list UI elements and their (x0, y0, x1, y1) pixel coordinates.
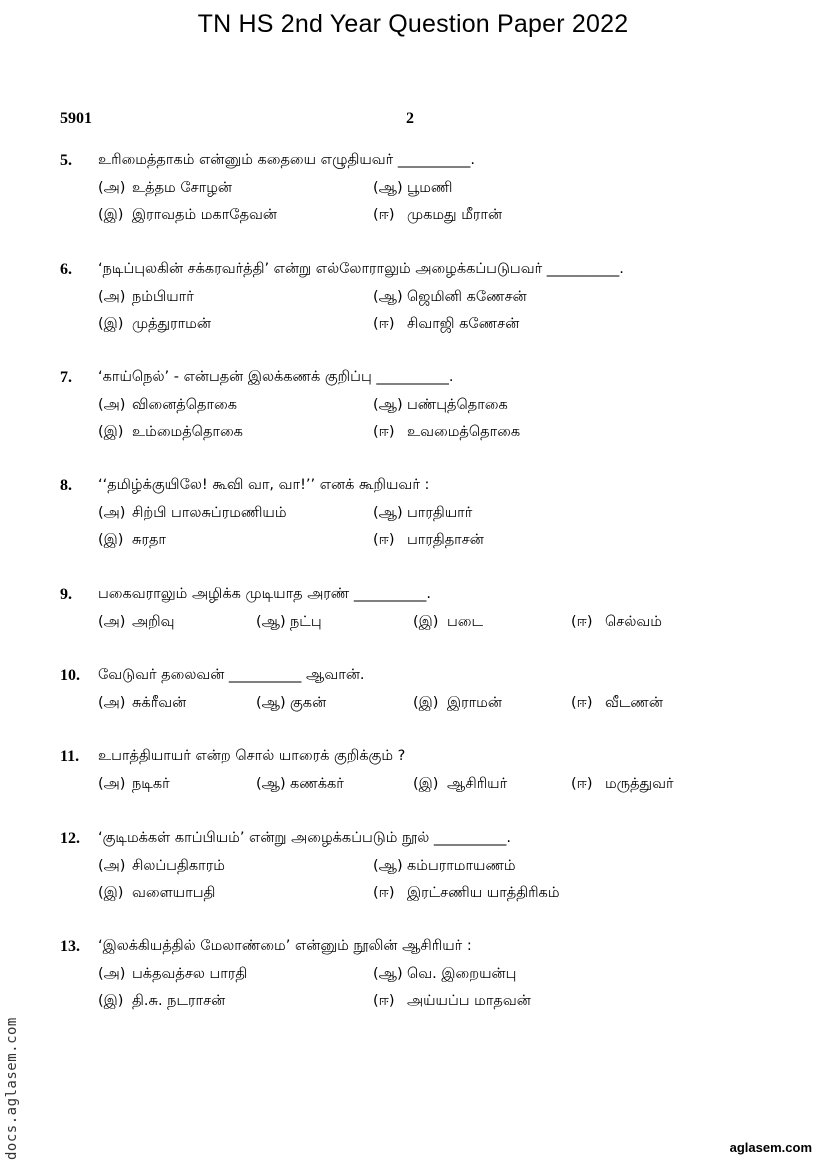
option-b: (ஆ) கம்பராமாயணம் (373, 858, 516, 874)
option-b: (ஆ) ஜெமினி கணேசன் (373, 289, 527, 305)
option-d: (ஈ) மருத்துவர் (571, 776, 674, 792)
option-c: (இ) இராமன் (413, 695, 502, 711)
option-d: (ஈ) அய்யப்ப மாதவன் (373, 993, 531, 1009)
question-text: ‘இலக்கியத்தில் மேலாண்மை’ என்னும் நூலின் ஆசிரியர் : (98, 938, 472, 954)
question-6 (60, 261, 780, 343)
question-number: 6. (60, 261, 72, 278)
question-number: 13. (60, 938, 80, 955)
paper-code: 5901 (60, 110, 92, 127)
question-text: வேடுவர் தலைவன் __________ ஆவான். (98, 667, 365, 683)
option-a: (அ) வினைத்தொகை (98, 397, 238, 413)
option-b: (ஆ) பண்புத்தொகை (373, 397, 508, 413)
option-d: (ஈ) முகமது மீரான் (373, 207, 503, 223)
option-b: (ஆ) வெ. இறையன்பு (373, 966, 517, 982)
option-b: (ஆ) கணக்கர் (256, 776, 344, 792)
question-number: 11. (60, 748, 80, 765)
option-d: (ஈ) பாரதிதாசன் (373, 532, 484, 548)
option-d: (ஈ) சிவாஜி கணேசன் (373, 316, 520, 332)
question-number: 9. (60, 586, 72, 603)
option-c: (இ) இராவதம் மகாதேவன் (98, 207, 277, 223)
option-b: (ஆ) பாரதியார் (373, 505, 473, 521)
question-11 (60, 748, 780, 803)
question-number: 12. (60, 830, 80, 847)
question-text: ‘காய்நெல்’ - என்பதன் இலக்கணக் குறிப்பு __________. (98, 369, 454, 385)
option-a: (அ) சிலப்பதிகாரம் (98, 858, 225, 874)
option-c: (இ) வளையாபதி (98, 885, 216, 901)
option-c: (இ) ஆசிரியர் (413, 776, 508, 792)
option-c: (இ) சுரதா (98, 532, 166, 548)
question-13 (60, 938, 780, 1020)
question-8 (60, 477, 780, 559)
question-number: 5. (60, 152, 72, 169)
question-7 (60, 369, 780, 451)
question-text: உரிமைத்தாகம் என்னும் கதையை எழுதியவர் __________. (98, 152, 475, 168)
question-10 (60, 667, 780, 722)
question-text: பகைவராலும் அழிக்க முடியாத அரண் __________. (98, 586, 431, 602)
question-text: ‘‘தமிழ்க்குயிலே! கூவி வா, வா!’’ எனக் கூறியவர் : (98, 477, 430, 493)
option-d: (ஈ) வீடணன் (571, 695, 663, 711)
option-d: (ஈ) உவமைத்தொகை (373, 424, 521, 440)
option-a: (அ) நம்பியார் (98, 289, 194, 305)
option-a: (அ) சுக்ரீவன் (98, 695, 187, 711)
option-c: (இ) உம்மைத்தொகை (98, 424, 243, 440)
question-9 (60, 586, 780, 641)
watermark-text: docs.aglasem.com (4, 1017, 20, 1160)
option-c: (இ) முத்துராமன் (98, 316, 211, 332)
question-text: ‘குடிமக்கள் காப்பியம்’ என்று அழைக்கப்படும் நூல் __________. (98, 830, 511, 846)
question-number: 8. (60, 477, 72, 494)
option-a: (அ) சிற்பி பாலசுப்ரமணியம் (98, 505, 287, 521)
question-5 (60, 152, 780, 234)
option-b: (ஆ) குகன் (256, 695, 327, 711)
question-text: உபாத்தியாயர் என்ற சொல் யாரைக் குறிக்கும் ? (98, 748, 406, 764)
option-a: (அ) நடிகர் (98, 776, 170, 792)
page-number: 2 (406, 110, 414, 127)
option-b: (ஆ) நட்பு (256, 614, 322, 630)
option-a: (அ) அறிவு (98, 614, 175, 630)
question-12 (60, 830, 780, 912)
option-a: (அ) உத்தம சோழன் (98, 180, 232, 196)
question-number: 7. (60, 369, 72, 386)
footer-site: aglasem.com (729, 1140, 812, 1155)
option-b: (ஆ) பூமணி (373, 180, 453, 196)
question-text: ‘நடிப்புலகின் சக்கரவர்த்தி’ என்று எல்லோராலும் அழைக்கப்படுபவர் __________. (98, 261, 624, 277)
option-a: (அ) பக்தவத்சல பாரதி (98, 966, 248, 982)
page-title: TN HS 2nd Year Question Paper 2022 (197, 10, 629, 38)
option-d: (ஈ) செல்வம் (571, 614, 662, 630)
question-number: 10. (60, 667, 80, 684)
option-c: (இ) படை (413, 614, 484, 630)
option-c: (இ) தி.சு. நடராசன் (98, 993, 226, 1009)
option-d: (ஈ) இரட்சணிய யாத்திரிகம் (373, 885, 560, 901)
